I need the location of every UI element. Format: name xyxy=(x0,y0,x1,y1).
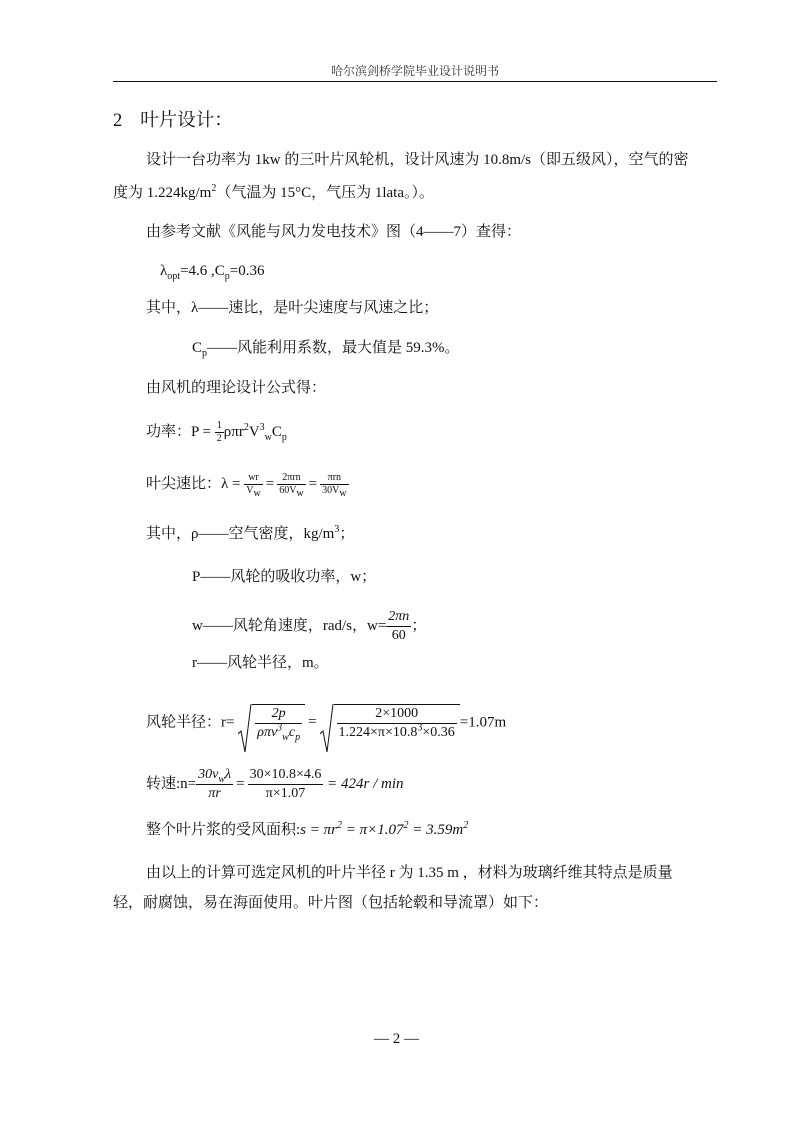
page-header: 哈尔滨剑桥学院毕业设计说明书 xyxy=(330,64,499,78)
radius-sqrt-1 xyxy=(238,704,305,742)
radius-num: 2p xyxy=(271,706,286,721)
rho-end: ； xyxy=(339,526,355,542)
radical-icon xyxy=(238,704,252,754)
tip-speed-formula xyxy=(146,472,349,497)
def-lambda: 其中，λ——速比，是叶尖速度与风速之比； xyxy=(146,300,439,316)
cp-value: =0.36 xyxy=(229,263,265,279)
area-sup-2: 2 xyxy=(403,820,409,831)
radius-den2-a: 1.224×π×10.8 xyxy=(338,725,418,740)
tip-f3-num: πrn xyxy=(327,472,342,483)
tip-f3-den xyxy=(320,484,348,497)
radius-den-2 xyxy=(337,723,457,742)
speed-formula xyxy=(146,766,404,803)
page-number: — 2 — xyxy=(374,1031,419,1047)
half-den: 2 xyxy=(216,433,222,444)
conclusion-line1: 由以上的计算可选定风机的叶片半径 r 为 1.35 m ，材料为玻璃纤维其特点是质量 xyxy=(146,865,673,881)
radius-den-a: ρπv xyxy=(257,725,278,740)
speed-num-sub: w xyxy=(218,773,226,785)
density-sup: 2 xyxy=(211,183,217,194)
radius-equals: = xyxy=(308,714,317,731)
cp-symbol-2: C xyxy=(271,423,282,440)
rho-sup: 3 xyxy=(334,524,340,535)
radical-icon xyxy=(320,704,334,754)
para1-line1: 设计一台功率为 1kw 的三叶片风轮机，设计风速为 10.8m/s（即五级风），空气的密 xyxy=(146,152,689,168)
radius-den-sub: w xyxy=(282,731,289,743)
equals-1: = xyxy=(265,475,275,492)
params-line xyxy=(160,261,265,281)
opt-sub: opt xyxy=(167,271,181,282)
w-fraction xyxy=(386,608,411,645)
rho-definition: 其中，ρ——空气密度，kg/m xyxy=(146,526,335,542)
speed-num xyxy=(196,766,233,784)
section-number: 2 xyxy=(113,111,123,131)
def-rho xyxy=(146,524,354,544)
area-sup-3: 2 xyxy=(463,820,469,831)
r-sup: 2 xyxy=(243,421,249,433)
tip-f2-den xyxy=(277,484,305,497)
tip-f2-num: 2πrn xyxy=(282,472,301,483)
speed-num-2: 30×10.8×4.6 xyxy=(249,767,322,782)
radius-label: 风轮半径：r= xyxy=(146,714,235,731)
lambda-symbol: λ xyxy=(160,263,168,279)
speed-den: πr xyxy=(196,784,233,803)
speed-frac-2 xyxy=(248,766,324,803)
tip-lhs: λ = xyxy=(221,475,241,492)
def-p: P——风轮的吸收功率，w； xyxy=(192,569,377,585)
tip-frac-2 xyxy=(277,472,305,497)
area-expr-a: s = πr xyxy=(300,822,337,838)
cp-definition: ——风能利用系数，最大值是 59.3%。 xyxy=(207,340,460,356)
speed-equals: = xyxy=(236,775,245,792)
radius-sqrt-2-body xyxy=(334,704,460,742)
radius-result: =1.07m xyxy=(459,714,507,731)
area-expression xyxy=(300,822,468,838)
area-expr-b: = π×1.07 xyxy=(341,822,404,838)
def-cp xyxy=(192,338,460,358)
tip-f2-den-v: 60V xyxy=(279,485,297,496)
radius-den-sup: 3 xyxy=(277,722,283,734)
cp-sub: p xyxy=(202,348,208,359)
v-sub: w xyxy=(264,431,272,443)
area-label: 整个叶片浆的受风面积: xyxy=(146,822,301,838)
w-den: 60 xyxy=(386,626,411,645)
rho-pi-r: ρπr xyxy=(223,423,244,440)
theory-line: 由风机的理论设计公式得： xyxy=(146,380,327,396)
header-rule xyxy=(113,81,717,82)
radius-den2-b: ×0.36 xyxy=(422,725,455,740)
reference-line: 由参考文献《风能与风力发电技术》图（4——7）查得： xyxy=(146,224,522,240)
def-w xyxy=(192,608,426,645)
tip-label: 叶尖速比： xyxy=(146,475,222,492)
para1-line2 xyxy=(113,183,434,203)
density-note: （气温为 15°C，气压为 1lata。）。 xyxy=(216,185,434,201)
w-end: ； xyxy=(411,617,427,634)
cp-symbol: C xyxy=(192,340,203,356)
lambda-value: =4.6 ,C xyxy=(180,263,225,279)
tip-f1-den xyxy=(244,484,262,497)
speed-frac-1 xyxy=(196,766,233,803)
tip-frac-1 xyxy=(244,472,262,497)
v-symbol: V xyxy=(248,423,260,440)
radius-den2-sup: 3 xyxy=(417,722,423,734)
speed-den-2: π×1.07 xyxy=(248,784,324,803)
power-lhs: P = xyxy=(191,423,212,440)
radius-sqrt-2 xyxy=(320,704,460,742)
power-formula xyxy=(146,420,287,445)
area-formula xyxy=(146,820,468,840)
v-sup: 3 xyxy=(259,421,265,433)
area-sup-1: 2 xyxy=(336,820,342,831)
half-fraction xyxy=(215,420,224,445)
tip-f3-den-v: 30V xyxy=(322,485,340,496)
cp-sub-2: p xyxy=(281,431,287,443)
radius-den-b-sub: p xyxy=(295,731,301,743)
speed-label: 转速:n= xyxy=(146,775,197,792)
w-num: 2πn xyxy=(388,609,410,624)
tip-f1-den-v: V xyxy=(246,485,254,496)
density-text: 度为 1.224kg/m xyxy=(113,185,212,201)
speed-result: = 424r / min xyxy=(327,775,404,792)
radius-frac-2 xyxy=(337,705,457,742)
section-heading xyxy=(113,106,233,132)
p-sub: p xyxy=(224,271,230,282)
equals-2: = xyxy=(308,475,318,492)
power-label: 功率： xyxy=(146,423,192,440)
area-expr-c: = 3.59m xyxy=(408,822,464,838)
conclusion-line2: 轻，耐腐蚀，易在海面使用。叶片图（包括轮毂和导流罩）如下： xyxy=(113,895,549,911)
half-num: 1 xyxy=(216,420,222,431)
section-title: 叶片设计： xyxy=(140,111,233,131)
w-definition: w——风轮角速度，rad/s，w= xyxy=(192,617,387,634)
speed-num-a: 30v xyxy=(198,767,219,782)
radius-den-b: c xyxy=(288,725,296,740)
radius-frac-1 xyxy=(255,705,302,742)
tip-frac-3 xyxy=(320,472,348,497)
radius-formula xyxy=(146,704,506,742)
tip-f3-den-sub: w xyxy=(339,488,347,499)
radius-sqrt-1-body xyxy=(252,704,305,742)
tip-f2-den-sub: w xyxy=(296,488,304,499)
def-r: r——风轮半径，m。 xyxy=(192,655,329,671)
tip-f1-den-sub: w xyxy=(253,488,261,499)
tip-f1-num: wr xyxy=(248,472,259,483)
radius-den xyxy=(255,723,302,742)
speed-num-b: λ xyxy=(225,767,232,782)
radius-num-2: 2×1000 xyxy=(375,706,419,721)
